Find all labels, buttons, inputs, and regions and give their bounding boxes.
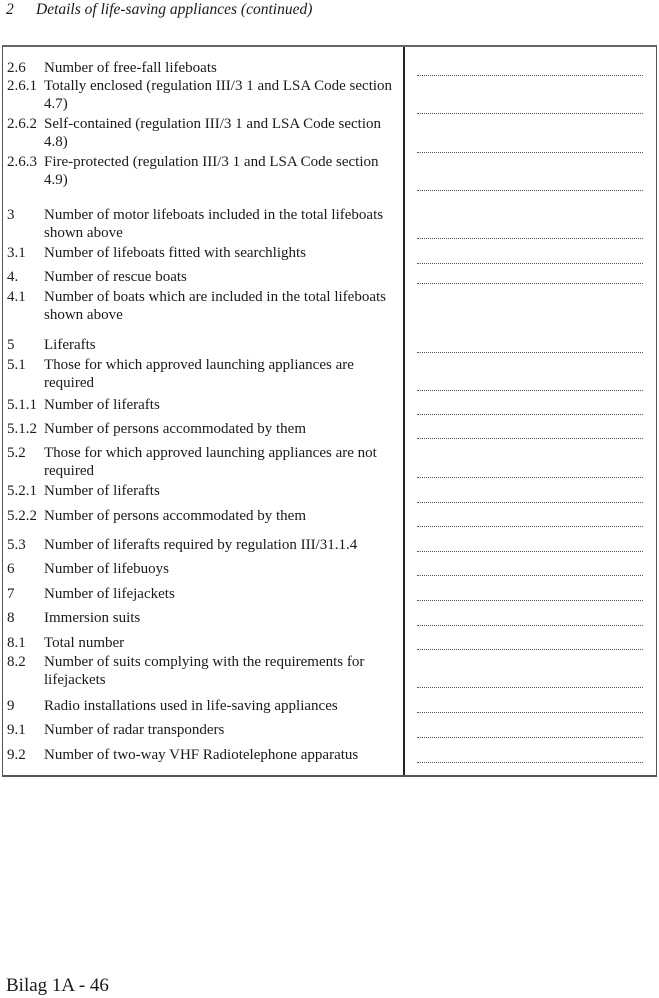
item-label: Number of lifebuoys: [44, 561, 169, 577]
item-code: 4.: [7, 269, 19, 285]
item-label: Totally enclosed (regulation III/3 1 and LSA Code section 4.7): [44, 78, 393, 112]
item-row: [7, 721, 403, 739]
answer-field[interactable]: [417, 438, 643, 439]
item-code: 5.2.1: [7, 483, 37, 499]
item-label: Number of liferafts: [44, 397, 160, 413]
answer-field[interactable]: [417, 600, 643, 601]
item-code: 7: [7, 586, 15, 602]
item-code: 5.1.1: [7, 397, 37, 413]
item-code: 5.1: [7, 357, 26, 373]
item-code: 2.6: [7, 60, 26, 76]
answer-field[interactable]: [417, 712, 643, 713]
item-row: [7, 746, 403, 764]
item-label: Number of rescue boats: [44, 269, 187, 285]
answer-field[interactable]: [417, 649, 643, 650]
item-row: [7, 268, 403, 286]
item-code: 8.2: [7, 654, 26, 670]
item-label: Number of persons accommodated by them: [44, 508, 307, 524]
item-code: 8: [7, 610, 15, 626]
item-label: Those for which approved launching appliances are required: [44, 357, 354, 391]
item-code: 5.2: [7, 445, 26, 461]
item-row: [7, 396, 403, 414]
form-table: [2, 45, 657, 777]
answer-field[interactable]: [417, 352, 643, 353]
item-code: 8.1: [7, 635, 26, 651]
answer-field[interactable]: [417, 502, 643, 503]
item-row: [7, 77, 403, 113]
item-label: Fire-protected (regulation III/3 1 and LSA Code section 4.9): [44, 154, 379, 188]
item-label: Number of motor lifeboats included in the total lifeboats shown above: [44, 207, 384, 241]
item-code: 5.2.2: [7, 508, 37, 524]
item-row: [7, 206, 403, 242]
item-label: Number of suits complying with the requirements for lifejackets: [44, 654, 365, 688]
item-code: 9: [7, 698, 15, 714]
answer-field[interactable]: [417, 414, 643, 415]
item-label: Number of persons accommodated by them: [44, 421, 307, 437]
answer-field[interactable]: [417, 687, 643, 688]
item-label: Number of liferafts: [44, 483, 160, 499]
answer-field[interactable]: [417, 283, 643, 284]
item-row: [7, 356, 403, 392]
item-code: 9.1: [7, 722, 26, 738]
item-row: [7, 609, 403, 627]
item-row: [7, 634, 403, 652]
answer-field[interactable]: [417, 526, 643, 527]
item-code: 6: [7, 561, 15, 577]
item-row: [7, 115, 403, 151]
answer-field[interactable]: [417, 737, 643, 738]
item-row: [7, 244, 403, 262]
item-label: Liferafts: [44, 337, 96, 353]
item-label: Number of lifejackets: [44, 586, 175, 602]
item-row: [7, 336, 403, 354]
section-number: 2: [6, 1, 14, 18]
item-row: [7, 482, 403, 500]
item-row: [7, 697, 403, 715]
answer-field[interactable]: [417, 190, 643, 191]
item-row: [7, 653, 403, 689]
item-label: Immersion suits: [44, 610, 141, 626]
item-code: 5.1.2: [7, 421, 37, 437]
answer-field[interactable]: [417, 575, 643, 576]
item-label: Those for which approved launching appliances are not required: [44, 445, 377, 479]
item-code: 9.2: [7, 747, 26, 763]
item-label: Total number: [44, 635, 125, 651]
item-code: 3.1: [7, 245, 26, 261]
item-code: 2.6.3: [7, 154, 37, 170]
item-label: Radio installations used in life-saving appliances: [44, 698, 338, 714]
item-code: 2.6.1: [7, 78, 37, 94]
item-label: Number of radar transponders: [44, 722, 225, 738]
item-label: Number of boats which are included in the total lifeboats shown above: [44, 289, 386, 323]
item-code: 2.6.2: [7, 116, 37, 132]
item-label: Self-contained (regulation III/3 1 and LSA Code section 4.8): [44, 116, 381, 150]
answer-field[interactable]: [417, 762, 643, 763]
answer-field[interactable]: [417, 152, 643, 153]
answer-field[interactable]: [417, 551, 643, 552]
item-label: Number of lifeboats fitted with searchlights: [44, 245, 307, 261]
answer-field[interactable]: [417, 390, 643, 391]
item-row: [7, 288, 403, 324]
item-labels-column: [3, 47, 405, 775]
item-row: [7, 560, 403, 578]
page-heading: [6, 0, 312, 20]
section-title: Details of life-saving appliances (continued): [36, 1, 313, 18]
answer-field[interactable]: [417, 113, 643, 114]
item-code: 5: [7, 337, 15, 353]
page-footer: Bilag 1A - 46: [6, 975, 109, 996]
item-code: 4.1: [7, 289, 26, 305]
item-row: [7, 536, 403, 554]
item-row: [7, 59, 403, 77]
answer-field[interactable]: [417, 625, 643, 626]
item-label: Number of free-fall lifeboats: [44, 60, 217, 76]
item-row: [7, 507, 403, 525]
answer-column: [405, 47, 656, 775]
item-row: [7, 585, 403, 603]
answer-field[interactable]: [417, 75, 643, 76]
item-row: [7, 153, 403, 189]
item-row: [7, 420, 403, 438]
item-row: [7, 444, 403, 480]
item-label: Number of two-way VHF Radiotelephone apparatus: [44, 747, 359, 763]
answer-field[interactable]: [417, 477, 643, 478]
item-label: Number of liferafts required by regulation III/31.1.4: [44, 537, 358, 553]
answer-field[interactable]: [417, 238, 643, 239]
answer-field[interactable]: [417, 263, 643, 264]
item-code: 5.3: [7, 537, 26, 553]
item-code: 3: [7, 207, 15, 223]
